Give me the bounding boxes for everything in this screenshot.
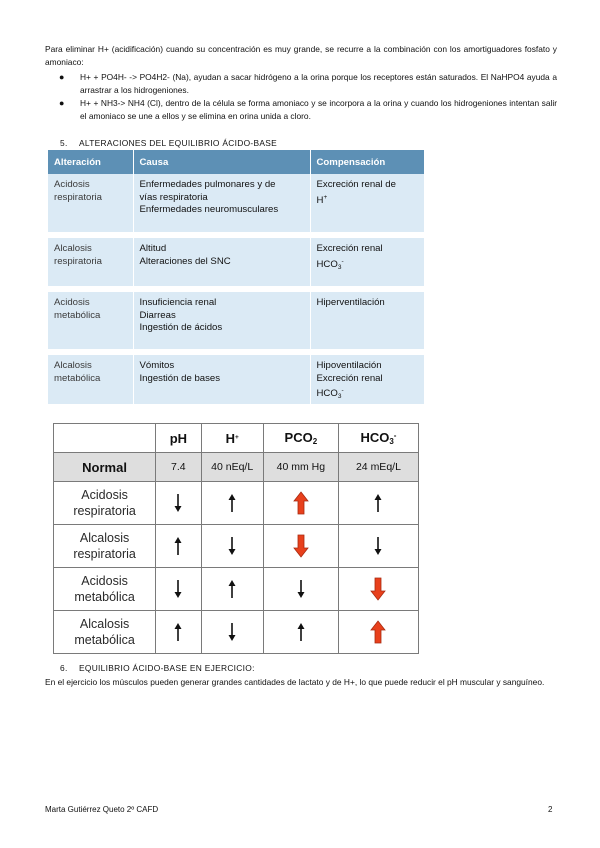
- arrow-shape: [229, 580, 236, 598]
- cell-line: metabólica: [54, 309, 101, 321]
- cell-line: respiratoria: [73, 504, 136, 518]
- superscript: -: [393, 431, 397, 440]
- table-row: [54, 482, 419, 525]
- h-arrow-cell: [201, 525, 263, 568]
- bullet-text: H+ + NH3-> NH4 (Cl), dentro de la célula se forma amoniaco y se incorpora a la orina y cuando los hidrogeniones intentan salir el amoniaco se une a ellos y se elimina en orina unida a cloro.: [80, 98, 557, 121]
- row-label: [54, 611, 156, 654]
- arrow-up-icon: [224, 577, 240, 601]
- arrow-shape: [297, 580, 304, 598]
- arrow-shape: [297, 623, 304, 641]
- arrow-shape: [229, 494, 236, 512]
- header-text: PCO: [284, 430, 313, 445]
- pco2-arrow-cell: [263, 568, 338, 611]
- arrow-shape: [375, 494, 382, 512]
- arrow-shape: [294, 535, 308, 557]
- arrow-shape: [175, 580, 182, 598]
- alteration-cell: [48, 292, 133, 349]
- cell-line: Excreción renal de: [316, 179, 396, 190]
- column-header-hco3: [338, 424, 418, 453]
- cell-line: Ingestión de ácidos: [139, 322, 223, 334]
- cause-cell: [133, 292, 310, 349]
- arrow-shape: [229, 537, 236, 555]
- cell-line: Altitud: [139, 243, 167, 254]
- arrow-down-icon: [170, 577, 186, 601]
- h-arrow-cell: [201, 568, 263, 611]
- arrow-up-icon: [370, 491, 386, 515]
- buffer-bullet-list: [45, 71, 557, 123]
- intro-paragraph: Para eliminar H+ (acidificación) cuando su concentración es muy grande, se recurre a la combinación con los amortiguadores fosfato y amoniaco:: [45, 44, 557, 67]
- cell-line: Alcalosis: [79, 617, 130, 631]
- cell-line: Diarreas: [139, 309, 176, 321]
- arrow-up-icon: [224, 491, 240, 515]
- superscript: +: [234, 433, 239, 441]
- cause-cell: [133, 355, 310, 404]
- acid-base-values-table: [53, 423, 419, 654]
- h-arrow-cell: [201, 482, 263, 525]
- column-header: Alteración: [48, 150, 133, 174]
- arrow-down-icon: [224, 620, 240, 644]
- column-header-h: [201, 424, 263, 453]
- subscript: 3: [337, 263, 342, 271]
- arrow-down-icon: [170, 491, 186, 515]
- cell-line: Alcalosis: [54, 360, 92, 371]
- ph-arrow-cell: [156, 482, 201, 525]
- header-text: H: [225, 430, 235, 446]
- arrow-shape: [175, 537, 182, 555]
- arrow-shape: [175, 494, 182, 512]
- cell-line: Vómitos: [139, 360, 175, 371]
- column-header: Causa: [133, 150, 310, 174]
- value-cell: 40 mm Hg: [263, 453, 338, 482]
- cell-line: Hiperventilación: [316, 297, 385, 308]
- cell-line: Hipoventilación: [316, 360, 382, 371]
- alteration-cell: [48, 355, 133, 404]
- row-label: [54, 568, 156, 611]
- table-row: [48, 238, 424, 286]
- bullet-icon: ●: [59, 98, 65, 109]
- section-number: 5.: [60, 138, 68, 148]
- column-header-ph: pH: [156, 424, 201, 453]
- subscript: 3: [389, 437, 394, 446]
- pco2-arrow-cell: [263, 482, 338, 525]
- table-header-row: [48, 150, 424, 174]
- subscript: 2: [312, 437, 318, 446]
- compensation-cell: [310, 292, 424, 349]
- arrow-up-icon: [370, 620, 386, 644]
- hco3-arrow-cell: [338, 482, 418, 525]
- cell-line: metabólica: [74, 590, 135, 604]
- ph-arrow-cell: [156, 611, 201, 654]
- cell-line: Ingestión de bases: [139, 372, 221, 384]
- row-label: [54, 482, 156, 525]
- arrow-shape: [175, 623, 182, 641]
- arrow-shape: [375, 537, 382, 555]
- arrow-down-icon: [370, 577, 386, 601]
- cell-line: Acidosis: [54, 179, 90, 190]
- cell-line: metabólica: [54, 372, 101, 384]
- normal-values-row: [54, 453, 419, 482]
- cause-cell: [133, 174, 310, 232]
- ph-arrow-cell: [156, 525, 201, 568]
- bullet-text: H+ + PO4H- -> PO4H2- (Na), ayudan a sacar hidrógeno a la orina porque los receptores están saturados. El NaHPO4 ayuda a arrastrar a los hidrogeniones.: [80, 72, 557, 95]
- cell-line: HCO: [316, 388, 338, 400]
- exercise-paragraph: En el ejercicio los músculos pueden generar grandes cantidades de lactato y de H+, lo que puede reducir el pH muscular y sanguíneo.: [45, 677, 545, 687]
- arrow-down-icon: [224, 534, 240, 558]
- list-item: [45, 97, 557, 122]
- cell-line: metabólica: [74, 633, 135, 647]
- arrow-shape: [371, 578, 385, 600]
- section-title: ALTERACIONES DEL EQUILIBRIO ÁCIDO-BASE: [79, 138, 278, 148]
- arrow-up-icon: [170, 620, 186, 644]
- cell-line: Excreción renal: [316, 372, 383, 384]
- hco3-arrow-cell: [338, 568, 418, 611]
- cell-line: Acidosis: [54, 297, 90, 308]
- compensation-cell: [310, 355, 424, 404]
- table-row: [54, 611, 419, 654]
- value-cell: 7.4: [156, 453, 201, 482]
- bullet-icon: ●: [59, 72, 65, 82]
- cell-line: HCO: [316, 258, 338, 270]
- section-5-heading: [60, 138, 277, 148]
- arrow-shape: [371, 621, 385, 643]
- table-row: [48, 292, 424, 349]
- cell-line: Acidosis: [81, 488, 128, 502]
- ph-arrow-cell: [156, 568, 201, 611]
- cell-line: respiratoria: [73, 547, 136, 561]
- value-cell: 40 nEq/L: [201, 453, 263, 482]
- arrow-down-icon: [293, 577, 309, 601]
- cell-line: vías respiratoria: [139, 191, 208, 203]
- subscript: 3: [337, 393, 342, 401]
- row-label: Normal: [54, 453, 156, 482]
- cell-line: Acidosis: [81, 574, 128, 588]
- superscript: -: [341, 387, 344, 395]
- table-header-row: [54, 424, 419, 453]
- arrow-up-icon: [170, 534, 186, 558]
- alterations-table: [48, 150, 424, 404]
- h-arrow-cell: [201, 611, 263, 654]
- cell-line: respiratoria: [54, 255, 102, 267]
- section-6-heading: [60, 663, 255, 673]
- hco3-arrow-cell: [338, 611, 418, 654]
- superscript: -: [341, 257, 344, 265]
- list-item: [45, 71, 557, 96]
- cell-line: respiratoria: [54, 191, 102, 203]
- section-number: 6.: [60, 663, 68, 673]
- arrow-shape: [294, 492, 308, 514]
- row-label: [54, 525, 156, 568]
- hco3-arrow-cell: [338, 525, 418, 568]
- cell-line: H: [316, 194, 324, 206]
- footer-author: Marta Gutiérrez Queto 2º CAFD: [45, 805, 159, 814]
- cause-cell: [133, 238, 310, 286]
- cell-line: Insuficiencia renal: [139, 297, 217, 308]
- pco2-arrow-cell: [263, 525, 338, 568]
- arrow-down-icon: [293, 534, 309, 558]
- table-row: [48, 174, 424, 232]
- arrow-shape: [229, 623, 236, 641]
- cell-line: Enfermedades pulmonares y de: [139, 179, 276, 190]
- section-title: EQUILIBRIO ÁCIDO-BASE EN EJERCICIO:: [79, 663, 255, 673]
- pco2-arrow-cell: [263, 611, 338, 654]
- cell-line: Alcalosis: [79, 531, 130, 545]
- header-text: HCO: [360, 430, 390, 445]
- table-row: [48, 355, 424, 404]
- column-header-pco2: [263, 424, 338, 453]
- cell-line: Alcalosis: [54, 243, 92, 254]
- arrow-up-icon: [293, 620, 309, 644]
- compensation-cell: [310, 174, 424, 232]
- alteration-cell: [48, 174, 133, 232]
- table-row: [54, 525, 419, 568]
- corner-cell: [54, 424, 156, 453]
- superscript: +: [323, 193, 328, 201]
- arrow-down-icon: [370, 534, 386, 558]
- cell-line: Excreción renal: [316, 243, 383, 254]
- table-row: [54, 568, 419, 611]
- column-header: Compensación: [310, 150, 424, 174]
- value-cell: 24 mEq/L: [338, 453, 418, 482]
- arrow-up-icon: [293, 491, 309, 515]
- footer-page-number: 2: [548, 805, 553, 814]
- compensation-cell: [310, 238, 424, 286]
- cell-line: Alteraciones del SNC: [139, 255, 231, 267]
- cell-line: Enfermedades neuromusculares: [139, 204, 279, 216]
- alteration-cell: [48, 238, 133, 286]
